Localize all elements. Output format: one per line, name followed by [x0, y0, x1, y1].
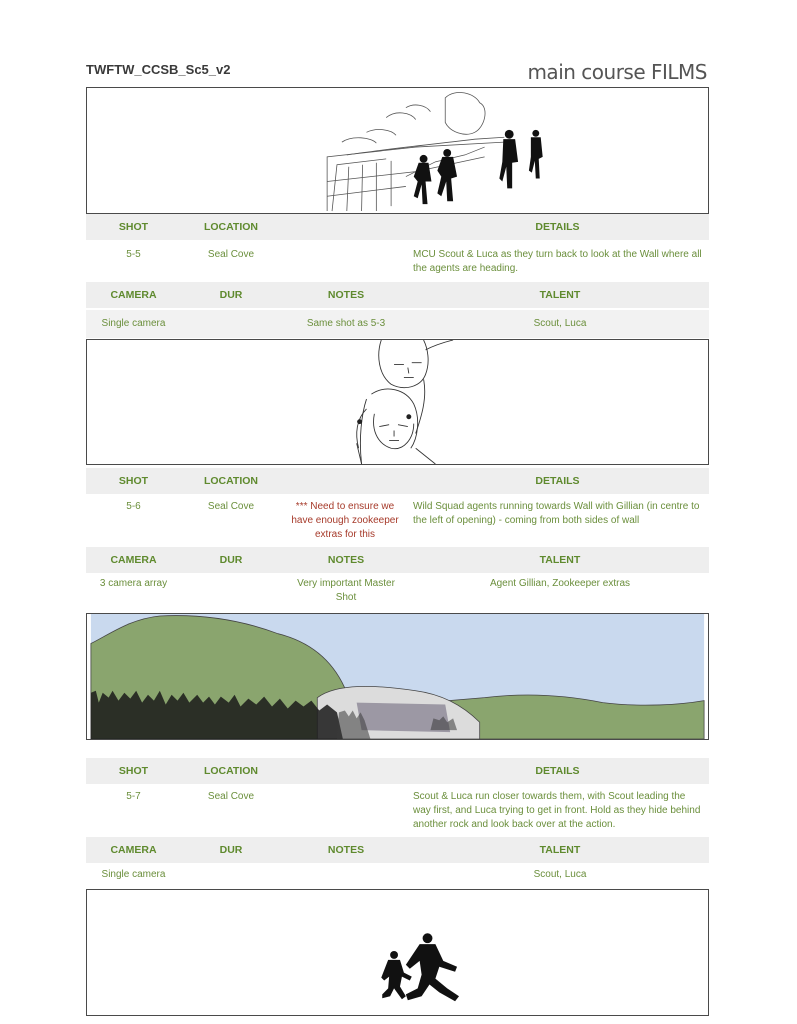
storyboard-frame-1: [86, 87, 709, 214]
shot-row-5-5: [86, 240, 709, 282]
location-header: LOCATION: [203, 765, 259, 777]
talent-value: Scout, Luca: [533, 869, 587, 880]
storyboard-frame-2: [86, 339, 709, 465]
shot-row-5-7: [86, 784, 709, 836]
company-logo: main course FILMS: [527, 60, 707, 84]
notes-value: Same shot as 5-3: [306, 318, 386, 329]
talent-value: Scout, Luca: [533, 318, 587, 329]
notes-value: Very important Master Shot: [297, 578, 395, 603]
sketch-landscape-crowd: [87, 614, 708, 739]
sketch-two-runners: [87, 890, 708, 1015]
details-header: DETAILS: [535, 221, 580, 233]
notes-header: NOTES: [327, 554, 365, 566]
camera-header-row: [86, 547, 709, 573]
camera-header: CAMERA: [110, 844, 157, 856]
storyboard-frame-4: [86, 889, 709, 1016]
shot-details: Scout & Luca run closer towards them, with Scout leading the way first, and Luca trying to get in front. Hold as they hide behind another rock and look back over at the action.: [413, 791, 701, 830]
camera-row-5-5: [86, 310, 709, 338]
shot-location: Seal Cove: [207, 249, 255, 260]
shot-header-row: [86, 468, 709, 494]
sketch-runners-bridge: [87, 88, 708, 213]
talent-value: Agent Gillian, Zookeeper extras: [489, 578, 631, 589]
dur-header: DUR: [219, 554, 243, 566]
shot-location: Seal Cove: [207, 501, 255, 512]
camera-header-row: [86, 837, 709, 863]
document-id: TWFTW_CCSB_Sc5_v2: [86, 62, 231, 77]
camera-value: 3 camera array: [99, 578, 168, 589]
shot-header: SHOT: [118, 765, 149, 777]
shot-header: SHOT: [118, 221, 149, 233]
dur-header: DUR: [219, 844, 243, 856]
shot-number: 5-6: [126, 501, 141, 512]
location-header: LOCATION: [203, 221, 259, 233]
shot-location: Seal Cove: [207, 791, 255, 802]
location-header: LOCATION: [203, 475, 259, 487]
shot-details: Wild Squad agents running towards Wall with Gillian (in centre to the left of opening) - coming from both sides of wall: [413, 501, 700, 526]
shot-row-5-6: [86, 494, 709, 546]
details-header: DETAILS: [535, 475, 580, 487]
shot-header: SHOT: [118, 475, 149, 487]
camera-row-5-6: [86, 573, 709, 611]
shot-header-row: [86, 758, 709, 784]
sketch-faces: [87, 340, 708, 464]
camera-header: CAMERA: [110, 554, 157, 566]
notes-header: NOTES: [327, 289, 365, 301]
shot-header-row: [86, 214, 709, 240]
talent-header: TALENT: [539, 554, 581, 566]
details-header: DETAILS: [535, 765, 580, 777]
production-warning-note: *** Need to ensure we have enough zookeeper extras for this: [291, 501, 399, 540]
notes-header: NOTES: [327, 844, 365, 856]
dur-header: DUR: [219, 289, 243, 301]
camera-row-5-7: [86, 863, 709, 889]
talent-header: TALENT: [539, 289, 581, 301]
shot-number: 5-5: [126, 249, 141, 260]
camera-value: Single camera: [101, 318, 166, 329]
storyboard-frame-3: [86, 613, 709, 740]
shot-number: 5-7: [126, 791, 141, 802]
shot-details: MCU Scout & Luca as they turn back to look at the Wall where all the agents are heading.: [413, 249, 702, 274]
talent-header: TALENT: [539, 844, 581, 856]
camera-header-row: [86, 282, 709, 308]
camera-header: CAMERA: [110, 289, 157, 301]
camera-value: Single camera: [101, 869, 166, 880]
